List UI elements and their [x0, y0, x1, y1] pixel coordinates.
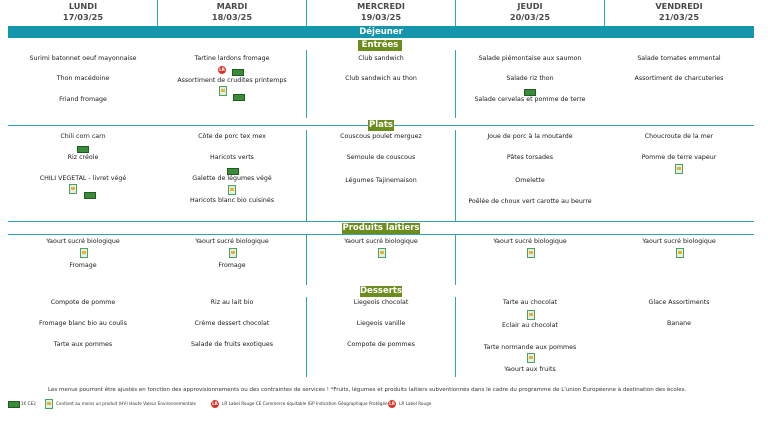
- ue-icon: [229, 248, 237, 258]
- ue-icon: [80, 248, 88, 258]
- column-divider: [157, 0, 158, 26]
- day-name: JEUDI: [517, 1, 543, 11]
- menu-item: Riz créole: [67, 154, 99, 161]
- menu-item: Assortiment de charcuteries: [634, 75, 724, 82]
- day-date: 18/03/25: [211, 12, 253, 22]
- menu-item: Yaourt sucré biologique: [344, 238, 418, 245]
- ue-icon: [69, 184, 77, 194]
- label-rouge-icon: LR: [389, 401, 395, 406]
- menu-item: Compote de pommes: [347, 341, 415, 348]
- legend-text: 1€ CE2: [21, 401, 36, 406]
- column-divider: [455, 0, 456, 26]
- menu-item: Yaourt sucré biologique: [195, 238, 269, 245]
- menu-item: Fromage: [69, 262, 97, 269]
- section-entrees: Entrées: [358, 40, 402, 51]
- ue-icon: [527, 310, 535, 320]
- column-divider: [455, 130, 456, 222]
- menu-item: CHILI VEGETAL - livret végé: [39, 175, 127, 182]
- menu-item: Yaourt sucré biologique: [493, 238, 567, 245]
- meal-title: Déjeuner: [8, 26, 754, 38]
- legend-text: LR Label Rouge CE Commerce équitable IGP Indication Géographique Protégée: [222, 401, 388, 406]
- column-divider: [306, 0, 307, 26]
- menu-item: Fromage blanc bio au coulis: [39, 320, 127, 327]
- section-laitiers: Produits laitiers: [342, 223, 420, 233]
- day-name: MERCREDI: [357, 1, 405, 11]
- menu-item: Salade de fruits exotiques: [190, 341, 274, 348]
- menu-item: Joue de porc à la moutarde: [487, 133, 573, 140]
- day-name: MARDI: [216, 1, 248, 11]
- ce-icon: [227, 168, 239, 175]
- menu-item: Haricots blanc bio cuisinés: [189, 197, 275, 204]
- menu-item: Tarte normande aux pommes: [483, 344, 577, 351]
- ce-icon: [77, 146, 89, 153]
- ce-icon: [233, 94, 245, 101]
- menu-item: Yaourt sucré biologique: [46, 238, 120, 245]
- menu-item: Club sandwich: [358, 55, 404, 62]
- menu-item: Salade tomates emmental: [637, 55, 721, 62]
- menu-item: Yaourt sucré biologique: [642, 238, 716, 245]
- legend-text: LR Label Rouge: [399, 401, 432, 406]
- menu-item: Omelette: [515, 177, 545, 184]
- section-plats: Plats: [368, 120, 393, 130]
- menu-item: Surimi batonnet oeuf mayonnaise: [29, 55, 137, 62]
- menu-item: Choucroute de la mer: [644, 133, 714, 140]
- ue-icon: [527, 353, 535, 363]
- menu-item: Salade piémontaise aux saumon: [478, 55, 582, 62]
- menu-item: Liegeois chocolat: [353, 299, 409, 306]
- menu-item: Poêlée de choux vert carotte au beurre: [468, 198, 592, 205]
- menu-item: Légumes Tajinemaison: [345, 177, 417, 184]
- ue-icon: [228, 185, 236, 195]
- ue-icon: [676, 248, 684, 258]
- menu-item: Club sandwich au thon: [345, 75, 417, 82]
- menu-item: Compote de pomme: [50, 299, 116, 306]
- menu-item: Banane: [667, 320, 691, 327]
- day-header-mercredi: [306, 1, 456, 23]
- menu-item: Eclair au chocolat: [502, 322, 558, 329]
- menu-item: Fromage: [218, 262, 246, 269]
- menu-item: Tarte au chocolat: [502, 299, 558, 306]
- menu-item: Côte de porc tex mex: [198, 133, 266, 140]
- ue-icon: [527, 248, 535, 258]
- column-divider: [604, 0, 605, 26]
- footer-note: Les menus pourront être ajustés en fonction des approvisionnements ou des contraintes de services ! *Fruits, légumes et produits laitiers subventionnés dans le cadre du programme de L'union Européenne à destination des écoles.: [48, 387, 687, 393]
- day-date: 19/03/25: [360, 12, 402, 22]
- menu-item: Glace Assortiments: [648, 299, 710, 306]
- menu-item: Semoule de couscous: [346, 154, 416, 161]
- day-header-lundi: [8, 1, 158, 23]
- menu-item: Liegeois vanille: [356, 320, 406, 327]
- menu-item: Galette de légumes végé: [192, 175, 272, 182]
- menu-item: Haricots verts: [210, 154, 254, 161]
- legend-text: Contient au moins un produit (HV) Haute Valeur Environnementale: [56, 401, 196, 406]
- menu-item: Thon macédoine: [56, 75, 110, 82]
- menu-item: Salade riz thon: [506, 75, 554, 82]
- ce-icon: [84, 192, 96, 199]
- menu-item: Assortiment de crudites printemps: [177, 77, 287, 84]
- section-desserts: Desserts: [360, 286, 403, 296]
- ue-icon: [378, 248, 386, 258]
- column-divider: [306, 297, 307, 377]
- section-divider: [8, 234, 754, 235]
- ue-icon: [45, 399, 53, 409]
- ue-icon: [219, 86, 227, 96]
- menu-item: Tartine lardons fromage: [194, 55, 270, 62]
- day-header-jeudi: [455, 1, 605, 23]
- menu-item: Yaourt aux fruits: [504, 366, 556, 373]
- menu-item: Couscous poulet merguez: [340, 133, 422, 140]
- day-date: 21/03/25: [658, 12, 700, 22]
- menu-item: Pâtes torsades: [506, 154, 554, 161]
- day-date: 17/03/25: [62, 12, 104, 22]
- label-rouge-icon: LR: [219, 67, 225, 72]
- column-divider: [455, 297, 456, 377]
- day-name: LUNDI: [68, 1, 98, 11]
- day-header-vendredi: [604, 1, 754, 23]
- menu-item: Crème dessert chocolat: [194, 320, 270, 327]
- menu-item: Salade cervelas et pomme de terre: [474, 96, 586, 103]
- day-date: 20/03/25: [509, 12, 551, 22]
- menu-item: Tarte aux pommes: [53, 341, 113, 348]
- label-rouge-icon: LR: [212, 401, 218, 406]
- ce-icon: [232, 69, 244, 76]
- menu-item: Chili corn carn: [60, 133, 106, 140]
- ce-icon: [524, 89, 536, 96]
- menu-item: Riz au lait bio: [210, 299, 254, 306]
- day-header-mardi: [157, 1, 307, 23]
- ue-icon: [675, 164, 683, 174]
- menu-item: Friand fromage: [59, 96, 107, 103]
- ce-icon: [8, 401, 20, 408]
- section-divider: [8, 221, 754, 222]
- day-name: VENDREDI: [655, 1, 703, 11]
- menu-item: Pomme de terre vapeur: [641, 154, 717, 161]
